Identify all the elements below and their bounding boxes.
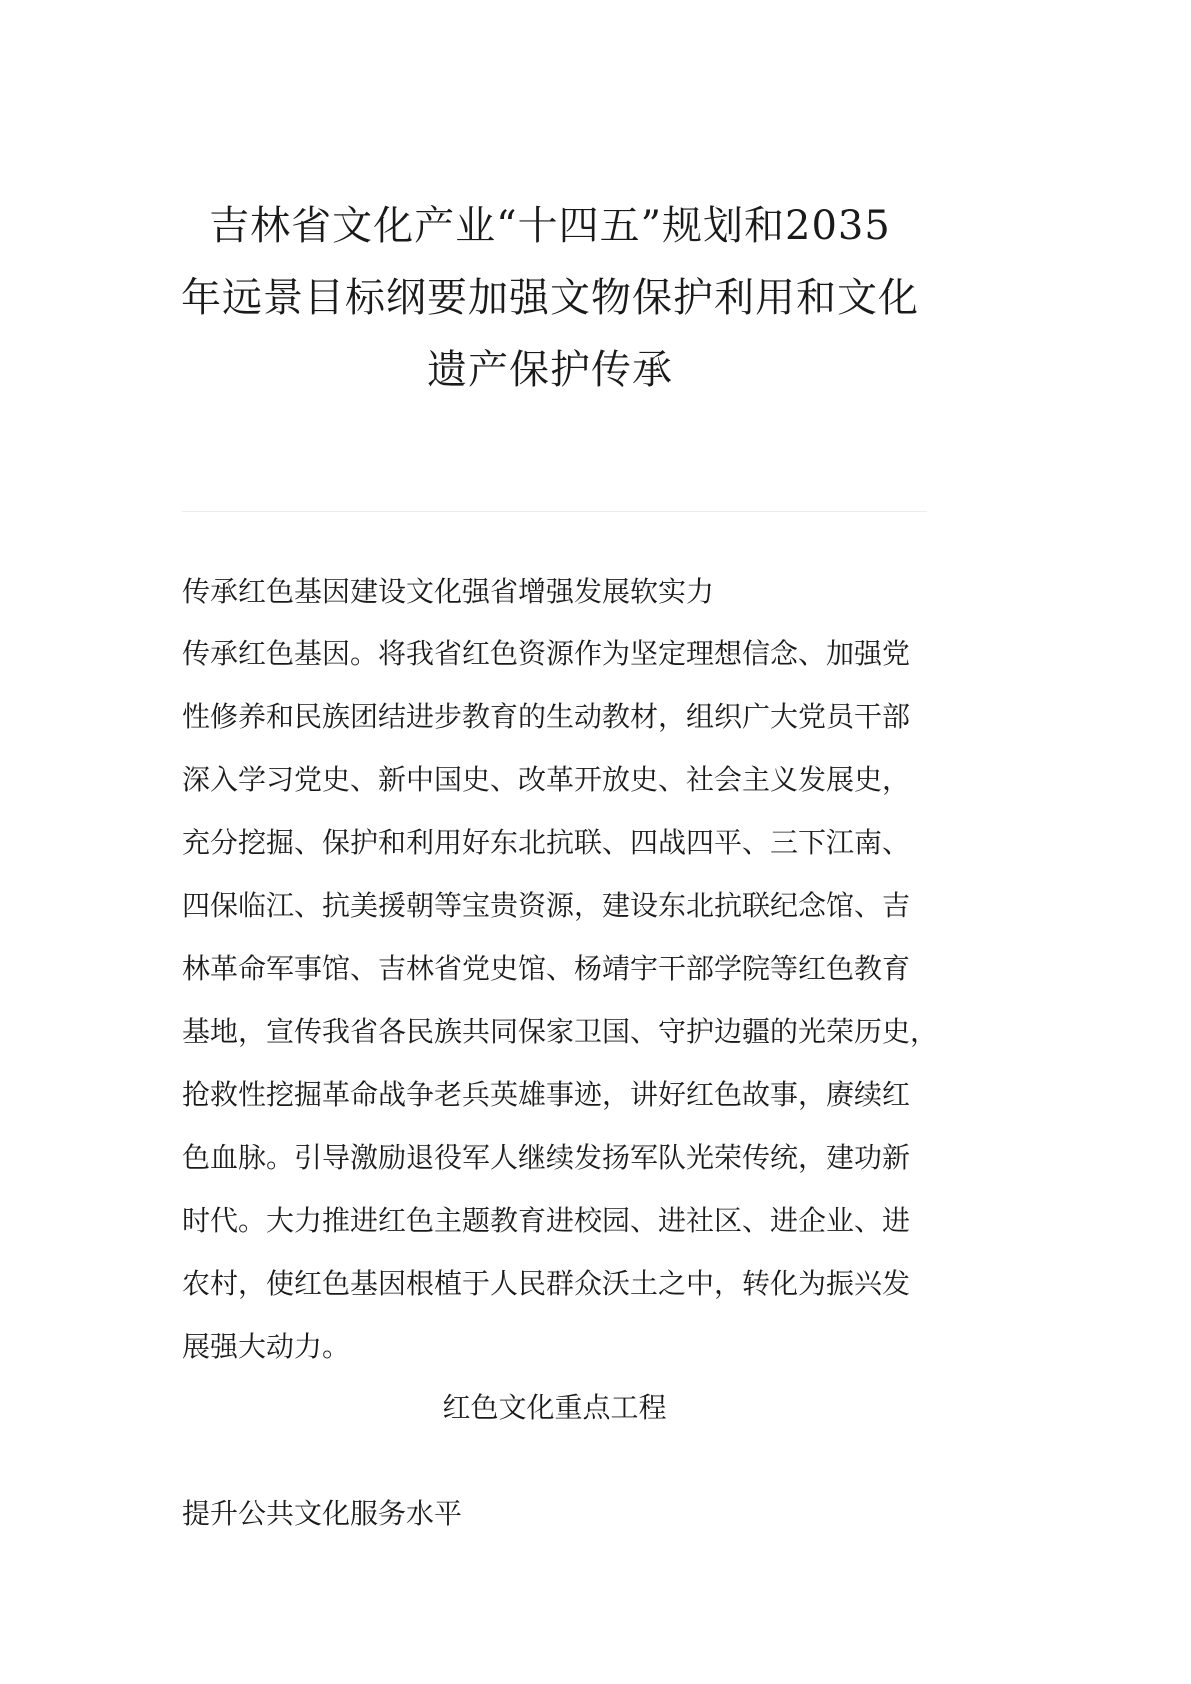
paragraph-line: 时代。大力推进红色主题教育进校园、进社区、进企业、进 xyxy=(182,1204,911,1237)
paragraph-line: 抢救性挖掘革命战争老兵英雄事迹，讲好红色故事，赓续红 xyxy=(182,1078,911,1111)
paragraph-line: 基地，宣传我省各民族共同保家卫国、守护边疆的光荣历史， xyxy=(182,1015,939,1048)
paragraph-line: 四保临江、抗美援朝等宝贵资源，建设东北抗联纪念馆、吉 xyxy=(182,889,911,922)
document-title xyxy=(180,190,920,406)
title-line-3: 遗产保护传承 xyxy=(427,347,673,393)
section-heading-2: 提升公共文化服务水平 xyxy=(182,1497,463,1530)
title-divider xyxy=(182,511,927,512)
title-line-2: 年远景目标纲要加强文物保护利用和文化 xyxy=(181,275,919,321)
paragraph-line: 深入学习党史、新中国史、改革开放史、社会主义发展史， xyxy=(182,763,911,796)
paragraph-line: 性修养和民族团结进步教育的生动教材，组织广大党员干部 xyxy=(182,700,911,733)
paragraph-line: 农村，使红色基因根植于人民群众沃土之中，转化为振兴发 xyxy=(182,1267,911,1300)
paragraph-line: 色血脉。引导激励退役军人继续发扬军队光荣传统，建功新 xyxy=(182,1141,911,1174)
body-paragraph xyxy=(182,622,942,1378)
paragraph-line: 展强大动力。 xyxy=(182,1330,351,1363)
paragraph-line: 充分挖掘、保护和利用好东北抗联、四战四平、三下江南、 xyxy=(182,826,911,859)
center-heading: 红色文化重点工程 xyxy=(442,1391,667,1424)
title-line-1: 吉林省文化产业“十四五”规划和2035 xyxy=(209,203,891,249)
paragraph-line: 传承红色基因。将我省红色资源作为坚定理想信念、加强党 xyxy=(182,637,911,670)
paragraph-line: 林革命军事馆、吉林省党史馆、杨靖宇干部学院等红色教育 xyxy=(182,952,911,985)
section-heading: 传承红色基因建设文化强省增强发展软实力 xyxy=(182,575,715,608)
